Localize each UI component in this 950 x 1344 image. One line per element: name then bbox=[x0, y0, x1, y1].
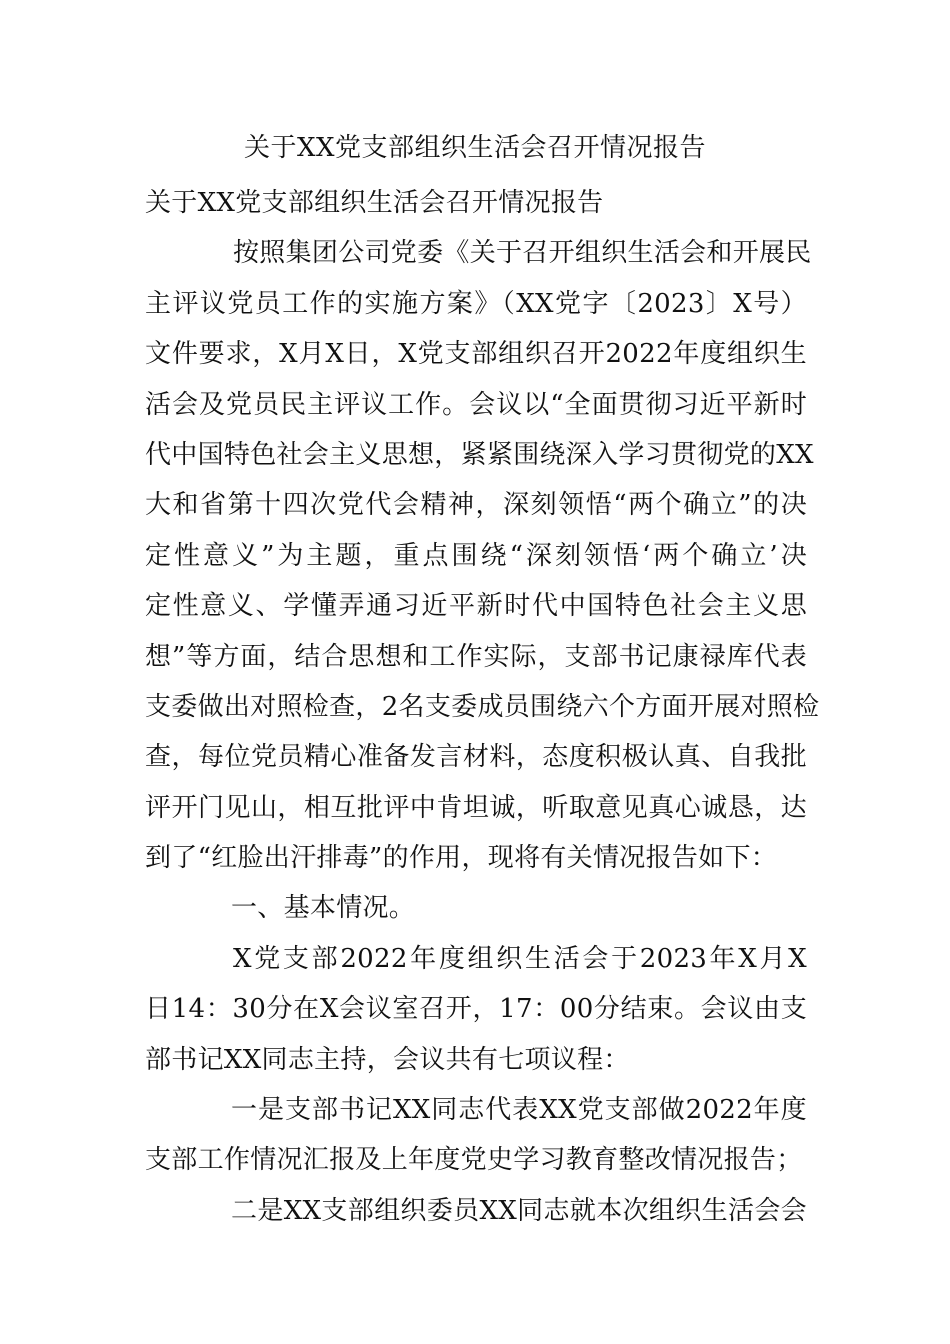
text-line: 按照集团公司党委《关于召开组织生活会和开展民 bbox=[233, 238, 812, 269]
paragraph-meeting-info bbox=[145, 934, 807, 1085]
text-line: 支部工作情况汇报及上年度党史学习教育整改情况报告； bbox=[145, 1145, 803, 1176]
text-line: 二是XX支部组织委员XX同志就本次组织生活会会 bbox=[231, 1195, 807, 1226]
text-line: 主评议党员工作的实施方案》（XX党字〔2023〕X号） bbox=[145, 288, 807, 319]
paragraph-agenda-item-1 bbox=[145, 1085, 807, 1186]
text-line: 文件要求，X月X日，X党支部组织召开2022年度组织生 bbox=[145, 339, 807, 370]
paragraph-intro bbox=[145, 228, 820, 883]
text-line: 查，每位党员精心准备发言材料，态度积极认真、自我批 bbox=[145, 742, 807, 773]
text-line: 到了“红脸出汗排毒”的作用，现将有关情况报告如下： bbox=[145, 843, 778, 874]
document-title: 关于XX党支部组织生活会召开情况报告 bbox=[243, 133, 707, 163]
text-line: 部书记XX同志主持，会议共有七项议程： bbox=[145, 1044, 630, 1075]
text-line: 一是支部书记XX同志代表XX党支部做2022年度 bbox=[231, 1095, 807, 1126]
text-line: 想”等方面，结合思想和工作实际，支部书记康禄库代表 bbox=[145, 641, 807, 672]
text-line: 支委做出对照检查，2名支委成员围绕六个方面开展对照检 bbox=[145, 691, 820, 722]
document-body bbox=[145, 178, 820, 1236]
document-subtitle: 关于XX党支部组织生活会召开情况报告 bbox=[145, 188, 604, 218]
text-line: 评开门见山，相互批评中肯坦诚，听取意见真心诚恳，达 bbox=[145, 792, 807, 823]
text-line: 代中国特色社会主义思想，紧紧围绕深入学习贯彻党的XX bbox=[145, 439, 814, 470]
section-heading-basic-situation: 一、基本情况。 bbox=[231, 893, 416, 924]
text-line: 大和省第十四次党代会精神，深刻领悟“两个确立”的决 bbox=[145, 490, 807, 521]
text-line: 定性意义”为主题，重点围绕“深刻领悟‘两个确立’决 bbox=[145, 540, 807, 571]
text-line: 定性意义、学懂弄通习近平新时代中国特色社会主义思 bbox=[145, 591, 807, 622]
text-line: X党支部2022年度组织生活会于2023年X月X bbox=[233, 943, 807, 974]
paragraph-agenda-item-2 bbox=[145, 1186, 807, 1236]
text-line: 日14：30分在X会议室召开，17：00分结束。会议由支 bbox=[145, 994, 807, 1025]
text-line: 活会及党员民主评议工作。会议以“全面贯彻习近平新时 bbox=[145, 389, 807, 420]
